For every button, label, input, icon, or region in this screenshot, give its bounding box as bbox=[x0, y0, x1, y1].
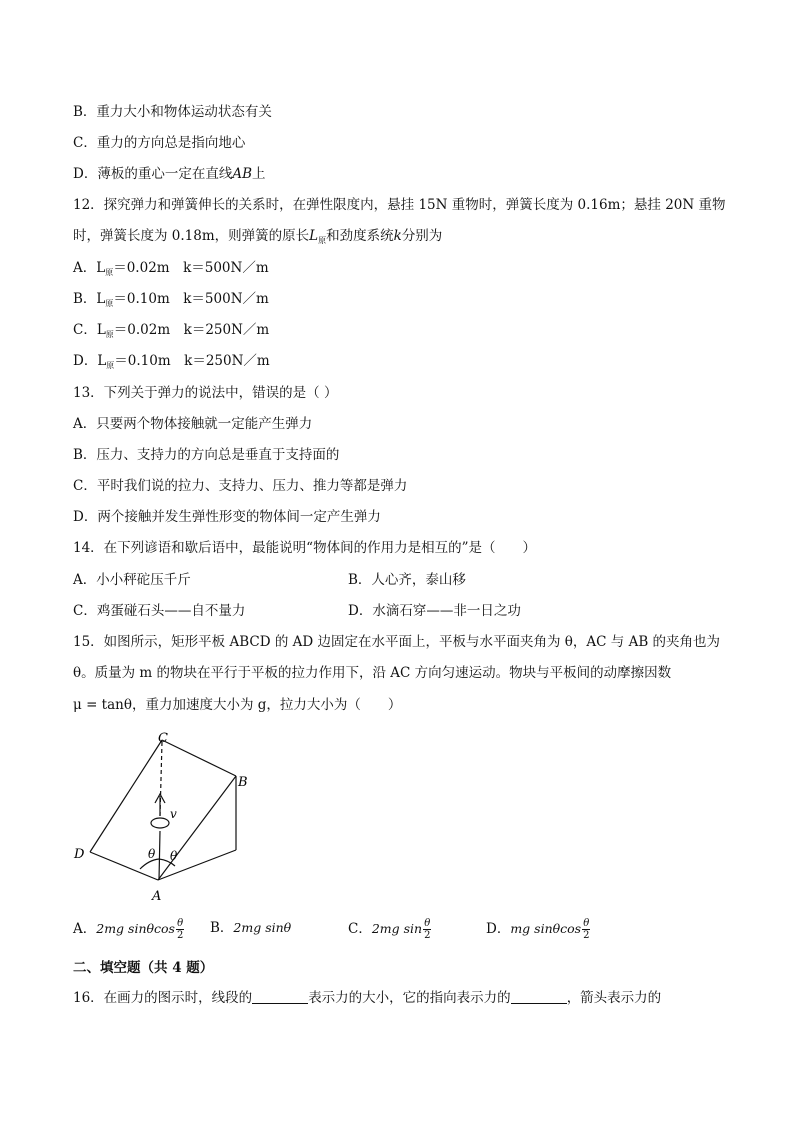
q13-option-a: A．只要两个物体接触就一定能产生弹力 bbox=[73, 416, 313, 432]
q16-text-2: 表示力的大小，它的指向表示力的 bbox=[308, 990, 511, 1006]
q14-option-b: B．人心齐，泰山移 bbox=[348, 572, 466, 588]
q12-option-a-sub: 原 bbox=[105, 268, 114, 277]
q12-stem-text: 时，弹簧长度为 0.18m，则弹簧的原长 bbox=[73, 228, 310, 244]
q16-text-1: 16．在画力的图示时，线段的 bbox=[73, 990, 253, 1006]
label-theta-1: θ bbox=[148, 847, 156, 861]
q12-option-d bbox=[73, 351, 270, 376]
q12-option-c-label: C．L bbox=[73, 322, 106, 338]
q13-option-d: D．两个接触并发生弹性形变的物体间一定产生弹力 bbox=[73, 509, 381, 525]
q15-option-c bbox=[348, 918, 431, 941]
label-a: A bbox=[152, 889, 162, 904]
q12-L-subscript: 原 bbox=[318, 236, 327, 245]
label-theta-2: θ bbox=[170, 849, 178, 863]
q12-option-a-value: ＝0.02m k＝500N／m bbox=[113, 260, 269, 276]
q14-option-d: D．水滴石穿——非一日之功 bbox=[348, 603, 521, 619]
q15-option-b-expr: 2mg sinθ bbox=[233, 920, 292, 935]
q11-option-b: B．重力大小和物体运动状态有关 bbox=[73, 104, 272, 120]
q15-stem-line1: 15．如图所示，矩形平板 ABCD 的 AD 边固定在水平面上，平板与水平面夹角为 θ，AC 与 AB 的夹角也为 bbox=[73, 634, 721, 650]
label-d: D bbox=[74, 847, 85, 862]
edge-cb bbox=[162, 740, 236, 776]
q14-option-a: A．小小秤砣压千斤 bbox=[73, 572, 191, 588]
q12-option-a-label: A．L bbox=[73, 260, 106, 276]
fraction-denominator: 2 bbox=[176, 930, 184, 941]
q12-option-b-value: ＝0.10m k＝500N／m bbox=[113, 291, 269, 307]
q15-option-b-label: B． bbox=[210, 920, 234, 936]
q12-stem-line1: 12．探究弹力和弹簧伸长的关系时，在弹性限度内，悬挂 15N 重物时，弹簧长度为 0.16m；悬挂 20N 重物 bbox=[73, 197, 726, 213]
q13-option-c: C．平时我们说的拉力、支持力、压力、推力等都是弹力 bbox=[73, 478, 408, 494]
q15-option-a bbox=[73, 918, 184, 941]
q12-option-d-sub: 原 bbox=[106, 361, 115, 370]
q12-stem-tail: 分别为 bbox=[401, 228, 443, 244]
q15-option-d-label: D． bbox=[486, 921, 511, 937]
q15-option-b bbox=[210, 918, 291, 938]
q12-option-b bbox=[73, 289, 269, 314]
q16-blank-2[interactable] bbox=[511, 989, 567, 1004]
q16-stem bbox=[73, 988, 661, 1008]
q12-stem-line2 bbox=[73, 226, 442, 251]
q15-option-c-label: C． bbox=[348, 921, 372, 937]
q11-option-d bbox=[73, 164, 266, 184]
q12-option-d-label: D．L bbox=[73, 353, 107, 369]
q11-option-d-ab: AB bbox=[232, 166, 252, 182]
q15-stem-line2: θ。质量为 m 的物块在平行于平板的拉力作用下，沿 AC 方向匀速运动。物块与平板间的动摩擦因数 bbox=[73, 665, 672, 681]
q14-stem: 14．在下列谚语和歇后语中，最能说明“物体间的作用力是相互的”是（ ） bbox=[73, 540, 536, 556]
fraction-numerator: θ bbox=[424, 918, 431, 929]
fraction-numerator: θ bbox=[583, 918, 590, 929]
label-v: v bbox=[170, 807, 177, 821]
q13-option-b: B．压力、支持力的方向总是垂直于支持面的 bbox=[73, 447, 340, 463]
q15-stem-line3: μ = tanθ，重力加速度大小为 g，拉力大小为（ ） bbox=[73, 697, 402, 713]
label-b: B bbox=[238, 775, 248, 790]
fraction-denominator: 2 bbox=[583, 930, 590, 941]
q12-option-a bbox=[73, 258, 269, 283]
q16-blank-1[interactable] bbox=[252, 989, 308, 1004]
q15-option-a-expr: 2mg sinθcos bbox=[96, 921, 175, 936]
q15-option-c-expr: 2mg sin bbox=[371, 921, 423, 936]
q12-option-b-sub: 原 bbox=[105, 299, 114, 308]
q15-option-d-expr: mg sinθcos bbox=[510, 921, 582, 936]
q14-option-c: C．鸡蛋碰石头——自不量力 bbox=[73, 603, 246, 619]
q15-option-d bbox=[486, 918, 590, 941]
q12-stem-mid: 和劲度系统 bbox=[326, 228, 394, 244]
q11-option-d-text: D．薄板的重心一定在直线 bbox=[73, 166, 233, 182]
fraction-denominator: 2 bbox=[424, 930, 431, 941]
q15-option-a-label: A． bbox=[73, 921, 97, 937]
q12-option-c-value: ＝0.02m k＝250N／m bbox=[113, 322, 270, 338]
q15-option-d-fraction bbox=[582, 918, 590, 941]
edge-cd bbox=[90, 740, 162, 852]
q15-figure bbox=[70, 728, 270, 906]
block-ellipse bbox=[151, 818, 169, 828]
fraction-numerator: θ bbox=[177, 918, 184, 929]
q12-k-symbol: k bbox=[393, 228, 402, 244]
q12-option-b-label: B．L bbox=[73, 291, 106, 307]
q12-option-c-sub: 原 bbox=[105, 330, 114, 339]
q11-option-d-tail: 上 bbox=[252, 166, 266, 182]
q16-text-3: ，箭头表示力的 bbox=[566, 990, 662, 1006]
q12-option-c bbox=[73, 320, 269, 345]
q12-L-symbol: L bbox=[309, 228, 319, 244]
section-heading-fill-in: 二、填空题（共 4 题） bbox=[73, 960, 214, 976]
label-c: C bbox=[158, 731, 168, 746]
q11-option-c: C．重力的方向总是指向地心 bbox=[73, 135, 246, 151]
line-a-block bbox=[159, 831, 160, 880]
q15-option-a-fraction bbox=[176, 918, 184, 941]
q15-option-c-fraction bbox=[423, 918, 431, 941]
q12-option-d-value: ＝0.10m k＝250N／m bbox=[114, 353, 270, 369]
q13-stem: 13．下列关于弹力的说法中，错误的是（ ） bbox=[73, 385, 338, 401]
